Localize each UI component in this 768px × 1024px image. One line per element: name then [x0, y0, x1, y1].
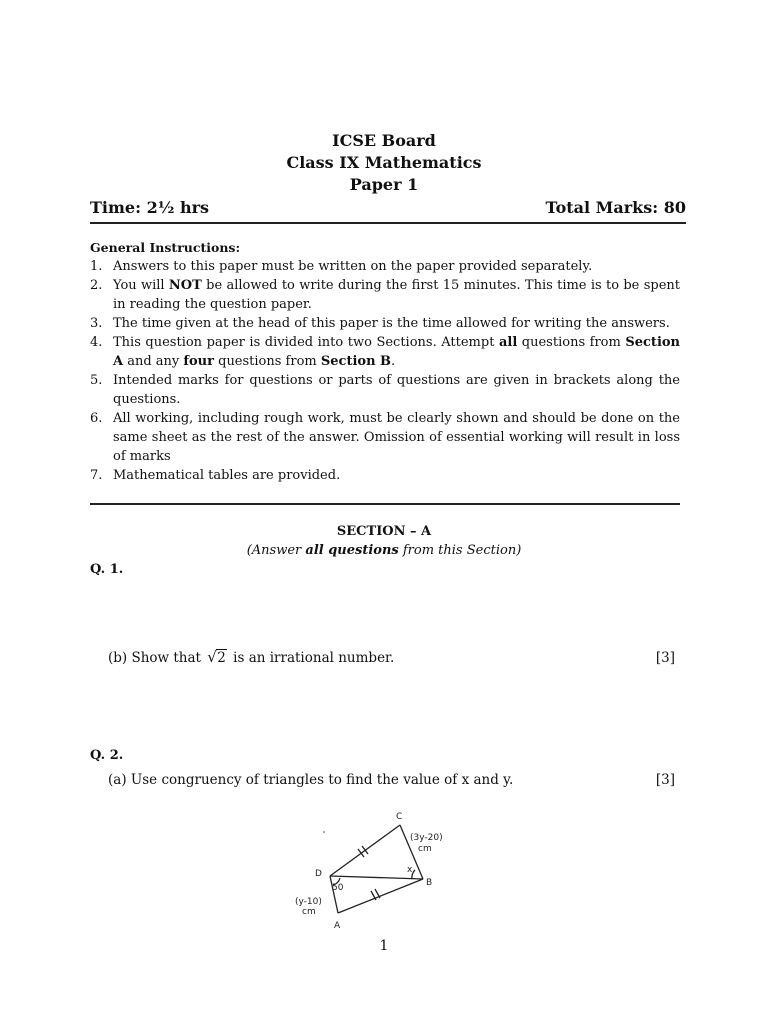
time-allowed: Time: 2½ hrs	[90, 198, 210, 217]
instruction-item: 5. Intended marks for questions or parts of questions are given in brackets along the questions.	[90, 373, 680, 407]
vertex-c-label: C	[396, 812, 403, 822]
paper-title: Paper 1	[349, 175, 419, 194]
vertex-d-label: D	[315, 869, 322, 879]
side-da-label: (y-10)	[295, 897, 322, 907]
question-2a-marks: [3]	[655, 772, 675, 788]
angle-x-label: x	[407, 865, 413, 875]
instruction-item: 3. The time given at the head of this paper is the time allowed for writing the answers.	[90, 316, 670, 331]
side-db	[330, 876, 423, 879]
side-cb-unit: cm	[418, 844, 432, 854]
instruction-item: 4. This question paper is divided into two Sections. Attempt all questions from Section A and any four questions from Section B.	[90, 335, 680, 369]
square-root-symbol: √ 2	[207, 648, 226, 666]
time-marks-row	[90, 198, 686, 220]
instructions-list	[90, 257, 680, 485]
instructions-divider	[90, 503, 680, 505]
general-instructions-title: General Instructions:	[90, 240, 241, 255]
vertex-a-label: A	[334, 921, 341, 931]
vertex-b-label: B	[426, 878, 433, 888]
question-2a-text: (a) Use congruency of triangles to find the value of x and y.	[108, 772, 514, 788]
tick-mark	[358, 849, 364, 857]
page-number: 1	[379, 938, 389, 954]
angle-arc	[412, 870, 415, 879]
angle-50-label: 50	[332, 883, 344, 893]
instruction-item: 6. All working, including rough work, must be clearly shown and should be done on the same sheet as the rest of the answer. Omission of essential working will result in loss of marks	[90, 411, 680, 464]
side-cb-label: (3y-20)	[410, 833, 443, 843]
total-marks: Total Marks: 80	[545, 198, 686, 217]
instruction-item: 7. Mathematical tables are provided.	[90, 468, 341, 483]
section-a-title: SECTION – A	[336, 524, 432, 539]
question-1-label: Q. 1.	[90, 562, 124, 577]
question-2-label: Q. 2.	[90, 748, 124, 763]
side-da	[330, 876, 338, 913]
question-1b-text: (b) Show that √ 2 is an irrational number.	[108, 648, 395, 666]
dot-mark	[323, 831, 325, 833]
section-a-subtitle: (Answer all questions from this Section)	[246, 543, 522, 558]
header-divider	[90, 222, 686, 224]
question-1b-marks: [3]	[655, 650, 675, 666]
class-subject-title: Class IX Mathematics	[286, 153, 482, 172]
instruction-item: 2. You will NOT be allowed to write during the first 15 minutes. This time is to be spent in reading the question paper.	[90, 278, 680, 312]
paper-header	[0, 130, 768, 196]
side-ab	[338, 879, 423, 913]
congruent-triangles-figure	[288, 805, 468, 935]
instruction-item: 1. Answers to this paper must be written on the paper provided separately.	[90, 259, 593, 274]
side-da-unit: cm	[302, 907, 316, 917]
board-title: ICSE Board	[332, 131, 436, 150]
